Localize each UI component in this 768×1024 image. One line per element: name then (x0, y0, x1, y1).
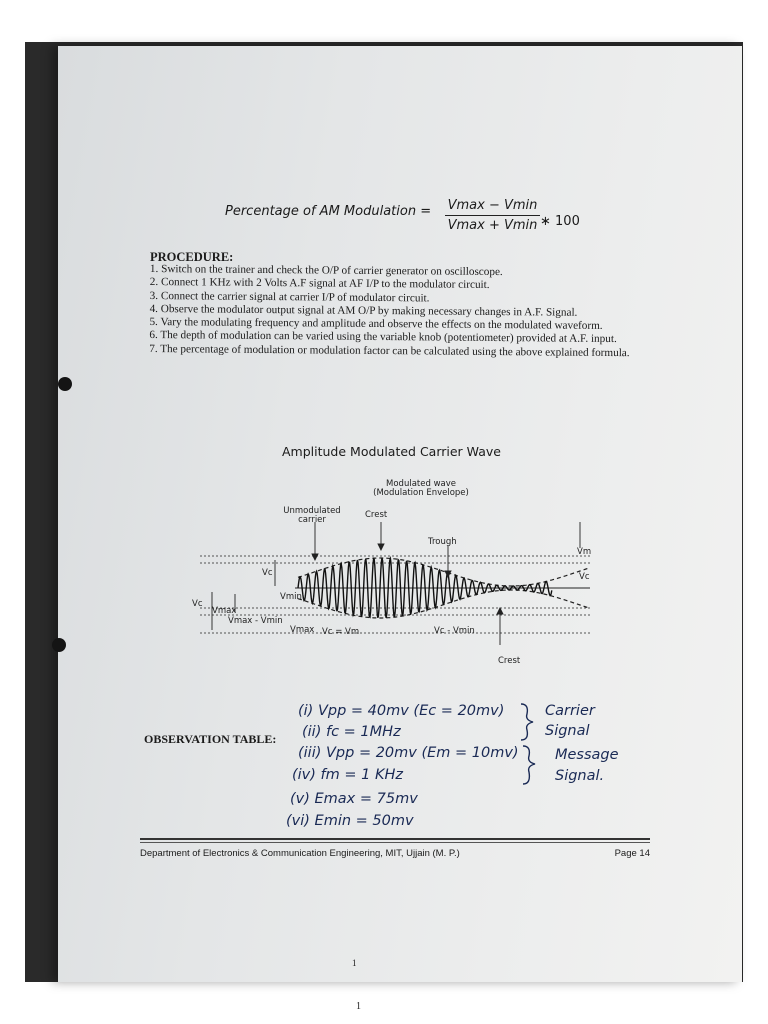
scan-page-number: 1 (352, 958, 357, 968)
binder-hole (58, 377, 72, 391)
formula-denominator: Vmax + Vmin (447, 218, 538, 233)
observation-line: (vi) Emin = 50mv (286, 813, 414, 829)
label-crest-top: Crest (365, 510, 388, 520)
carrier-note: Carrier (545, 703, 595, 719)
binder-hole (52, 638, 66, 652)
diagram-title: Amplitude Modulated Carrier Wave (282, 444, 501, 459)
label-vmax-minus-vmin: Vmax - Vmin (228, 616, 283, 626)
procedure-step: 5. Vary the modulating frequency and amplitude and observe the effects on the modulated waveform. (149, 316, 603, 333)
label-modulation-envelope: (Modulation Envelope) (373, 488, 469, 498)
handwritten-braces (515, 700, 545, 790)
message-note: Message (555, 747, 619, 763)
label-vc-right: Vc (579, 572, 590, 582)
observation-line: (iv) fm = 1 KHz (292, 767, 403, 783)
label-vc-left: Vc (262, 568, 273, 578)
procedure-step: 1. Switch on the trainer and check the O/P of carrier generator on oscilloscope. (149, 263, 503, 279)
label-trough: Trough (428, 537, 457, 547)
footer-rule (140, 838, 650, 840)
observation-line: (i) Vpp = 40mv (Ec = 20mv) (298, 703, 505, 719)
message-signal-note: Signal. (555, 768, 605, 784)
procedure-title: PROCEDURE: (150, 250, 234, 264)
am-wave-diagram (190, 470, 610, 670)
label-modulated-wave (366, 480, 476, 498)
procedure-steps (149, 263, 645, 360)
procedure-step: 2. Connect 1 KHz with 2 Volts A.F signal at AF I/P to the modulator circuit. (149, 276, 490, 292)
procedure-step: 7. The percentage of modulation or modulation factor can be calculated using the above explained formula. (149, 342, 630, 359)
label-unmodulated: Unmodulated (283, 506, 341, 516)
carrier-signal-note: Signal (545, 723, 590, 739)
formula-fraction (445, 198, 540, 233)
label-crest-bottom: Crest (498, 656, 521, 666)
label-modulated-wave-text: Modulated wave (386, 479, 456, 489)
label-vmax: Vmax (212, 606, 237, 616)
label-vm: Vm (577, 547, 592, 557)
label-carrier: carrier (298, 515, 326, 525)
footer-page: Page 14 (614, 848, 650, 859)
label-vmin: Vmin (280, 592, 302, 602)
procedure-step: 3. Connect the carrier signal at carrier I/P of modulator circuit. (149, 289, 430, 305)
observation-line: (ii) fc = 1MHz (302, 724, 401, 740)
label-vc-outer: Vc (192, 599, 203, 609)
label-unmodulated-carrier (274, 507, 350, 525)
formula-lhs: Percentage of AM Modulation = (225, 204, 432, 219)
label-vc-minus-vmin: Vc - Vmin (434, 626, 475, 636)
page-number: 1 (356, 1001, 361, 1012)
label-vmax-2: Vmax (290, 625, 315, 635)
label-vc-equals-vm: Vc = Vm (322, 627, 360, 637)
formula-multiplier: ∗ 100 (540, 214, 580, 229)
observation-line: (v) Emax = 75mv (290, 791, 418, 807)
observation-line: (iii) Vpp = 20mv (Em = 10mv) (298, 745, 519, 761)
footer-department: Department of Electronics & Communication Engineering, MIT, Ujjain (M. P.) (140, 848, 460, 859)
formula-numerator: Vmax − Vmin (445, 198, 540, 216)
footer (140, 848, 650, 859)
procedure-step: 4. Observe the modulator output signal at AM O/P by making necessary changes in A.F. Signal. (149, 302, 578, 319)
observation-title: OBSERVATION TABLE: (144, 732, 277, 746)
procedure-step: 6. The depth of modulation can be varied using the variable knob (potentiometer) provided at A.F. input. (149, 329, 617, 346)
footer-rule (140, 842, 650, 843)
